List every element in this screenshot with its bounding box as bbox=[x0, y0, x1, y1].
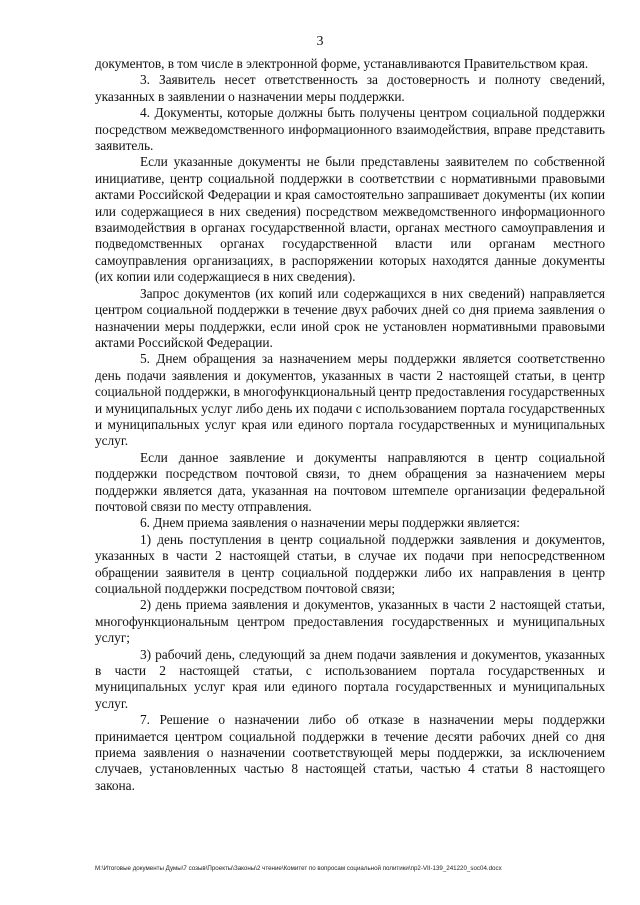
document-body bbox=[95, 56, 605, 794]
paragraph-item-6-sub-3: 3) рабочий день, следующий за днем подачи заявления и документов, указанных в части 2 настоящей статьи, с использованием портала государственных и муниципальных услуг края или единого портала государственных и муниципальных услуг. bbox=[95, 646, 605, 711]
paragraph-item-4: 4. Документы, которые должны быть получены центром социальной поддержки посредством межведомственного информационного взаимодействия, вправе представить заявитель. bbox=[95, 105, 605, 154]
paragraph-item-4-deadline: Запрос документов (их копий или содержащихся в них сведений) направляется центром социальной поддержки в течение двух рабочих дней со дня приема заявления о назначении меры поддержки, если иной срок не установлен нормативными правовыми актами Российской Федерации. bbox=[95, 285, 605, 350]
paragraph-item-6-sub-1: 1) день поступления в центр социальной поддержки заявления и документов, указанных в части 2 настоящей статьи, в случае их подачи при непосредственном обращении заявителя в центр социальной поддержки либо их направления в центр социальной поддержки посредством почтовой связи; bbox=[95, 531, 605, 596]
paragraph-item-5-postal: Если данное заявление и документы направляются в центр социальной поддержки посредством почтовой связи, то днем обращения за назначением меры поддержки является дата, указанная на почтовом штемпеле организации федеральной почтовой связи по месту отправления. bbox=[95, 449, 605, 514]
paragraph-item-7: 7. Решение о назначении либо об отказе в назначении меры поддержки принимается центром социальной поддержки в течение десяти рабочих дней со дня приема заявления о назначении соответствующей меры поддержки, за исключением случаев, установленных частью 8 настоящей статьи, частью 4 статьи 8 настоящего закона. bbox=[95, 712, 605, 793]
paragraph-item-6-sub-2: 2) день приема заявления и документов, указанных в части 2 настоящей статьи, многофункциональным центром предоставления государственных и муниципальных услуг; bbox=[95, 597, 605, 646]
page-number: 3 bbox=[316, 34, 324, 49]
paragraph-item-4-request: Если указанные документы не были представлены заявителем по собственной инициативе, центр социальной поддержки в соответствии с нормативными правовыми актами Российской Федерации и края самостоятельно запрашивает документы (их копии или содержащиеся в них сведения) посредством межведомственного информационного взаимодействия в органах государственной власти, органах местного самоуправления и подведомственных органах государственной власти или органам местного самоуправления организациях, в распоряжении которых находятся данные документы (их копии или содержащиеся в них сведения). bbox=[95, 154, 605, 285]
paragraph-continuation: документов, в том числе в электронной форме, устанавливаются Правительством края. bbox=[95, 56, 589, 71]
paragraph-item-3: 3. Заявитель несет ответственность за достоверность и полноту сведений, указанных в заявлении о назначении меры поддержки. bbox=[95, 72, 605, 104]
paragraph-item-6: 6. Днем приема заявления о назначении меры поддержки является: bbox=[140, 515, 520, 531]
paragraph-item-5: 5. Днем обращения за назначением меры поддержки является соответственно день подачи заявления и документов, указанных в части 2 настоящей статьи, в центр социальной поддержки, в многофункциональный центр предоставления государственных и муниципальных услуг либо день их подачи с использованием портала государственных и муниципальных услуг края или единого портала государственных и муниципальных услуг. bbox=[95, 351, 605, 449]
footer-file-path: M:\Итоговые документы Думы\7 созыв\Проекты\Законы\2 чтение\Комитет по вопросам социальной политики\пр2-VII-139_241220_soc04.docx bbox=[95, 865, 502, 872]
